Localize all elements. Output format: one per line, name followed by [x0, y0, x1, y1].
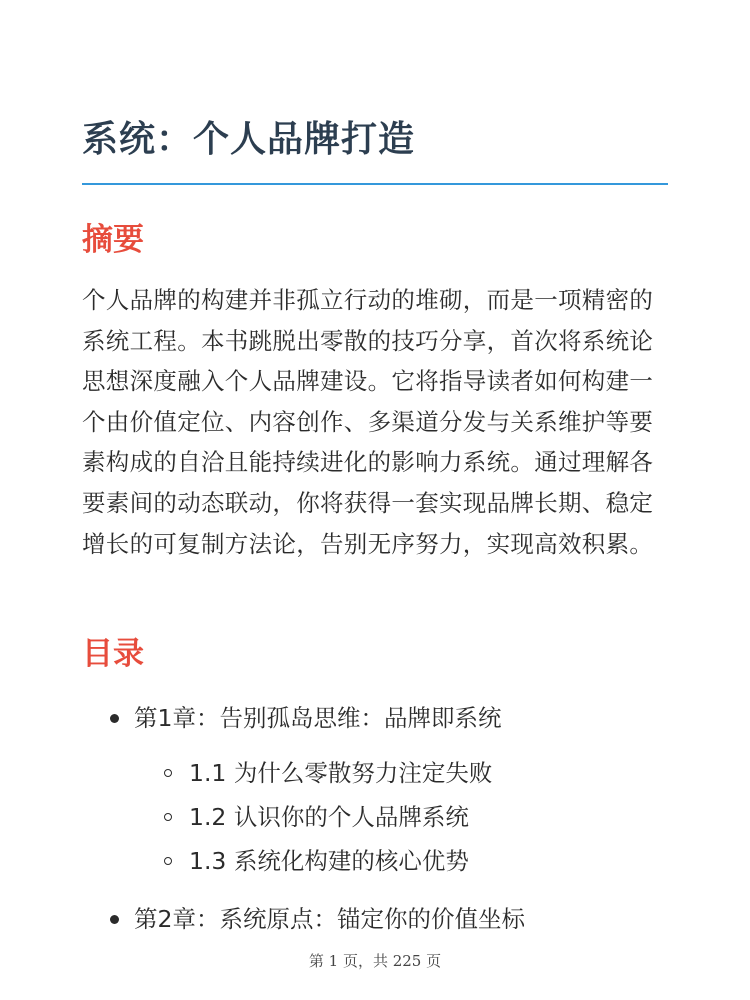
circle-bullet-icon — [164, 857, 172, 865]
toc-item-label: 第2章：系统原点：锚定你的价值坐标 — [134, 905, 525, 933]
summary-text: 个人品牌的构建并非孤立行动的堆砌，而是一项精密的系统工程。本书跳脱出零散的技巧分享，首次将系统论思想深度融入个人品牌建设。它将指导读者如何构建一个由价值定位、内容创作、多渠道分发与关系维护等要素构成的自洽且能持续进化的影响力系统。通过理解各要素间的动态联动，你将获得一套实现品牌长期、稳定增长的可复制方法论，告别无序努力，实现高效积累。 — [82, 286, 654, 558]
toc-chapter-item — [134, 902, 525, 936]
toc-heading: 目录 — [82, 636, 144, 672]
disc-bullet-icon — [110, 915, 119, 924]
toc-section-item — [189, 756, 492, 790]
toc-item-label: 1.1 为什么零散努力注定失败 — [189, 759, 493, 787]
toc-chapter-item — [134, 701, 501, 735]
toc-section-item — [189, 800, 469, 834]
disc-bullet-icon — [110, 714, 119, 723]
toc-item-label: 1.3 系统化构建的核心优势 — [189, 847, 469, 875]
circle-bullet-icon — [164, 769, 172, 777]
summary-heading: 摘要 — [82, 222, 144, 258]
page-number-footer: 第 1 页，共 225 页 — [308, 952, 442, 970]
circle-bullet-icon — [164, 813, 172, 821]
title-divider — [82, 183, 668, 185]
toc-section-item — [189, 844, 469, 878]
toc-item-label: 第1章：告别孤岛思维：品牌即系统 — [134, 704, 502, 732]
toc-item-label: 1.2 认识你的个人品牌系统 — [189, 803, 469, 831]
page-title: 系统：个人品牌打造 — [82, 119, 416, 160]
